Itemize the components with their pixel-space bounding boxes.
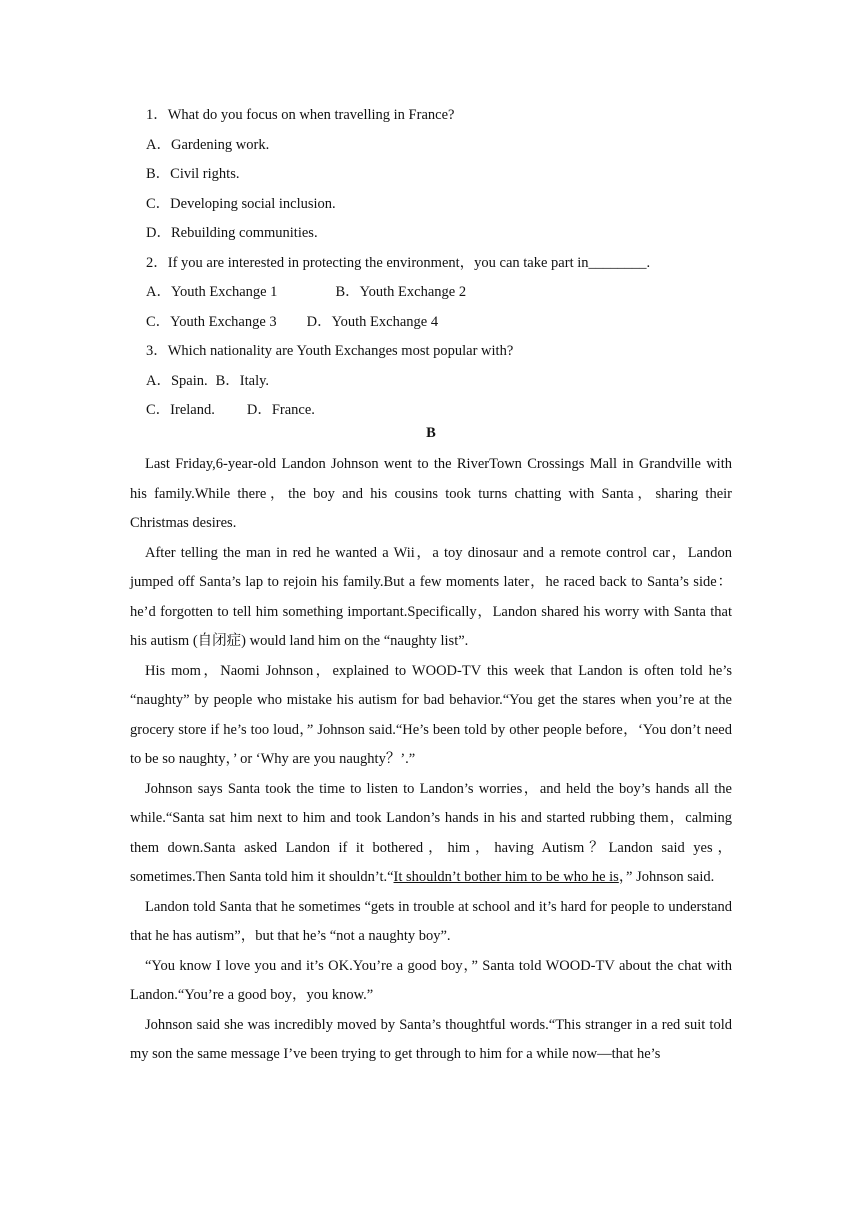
- paragraph: Johnson said she was incredibly moved by Santa’s thoughtful words.“This stranger in a red suit told my son the same message I’ve been trying to get through to him for a while now—that he’s: [130, 1016, 732, 1062]
- reading-passage: [130, 450, 732, 1070]
- section-title: B: [426, 425, 436, 441]
- question-3-option-a: A．Spain.: [146, 372, 208, 389]
- question-1-option-a: A．Gardening work.: [146, 136, 270, 153]
- paragraph: His mom，Naomi Johnson，explained to WOOD‐TV this week that Landon is often told he’s “naughty” by people who mistake his autism for bad behavior.“You get the stares when you’re at the grocery store if he’s too loud，” Johnson said.“He’s been told by other people before，‘You don’t need to be so naughty，’ or ‘Why are you naughty？’.”: [130, 662, 732, 767]
- question-1-stem: 1．What do you focus on when travelling in France?: [146, 107, 455, 123]
- question-2-option-d: D．Youth Exchange 4: [306, 313, 439, 330]
- question-3-option-b: B．Italy.: [215, 372, 270, 389]
- paragraph: Landon told Santa that he sometimes “gets in trouble at school and it’s hard for people to understand that he has autism”，but that he’s “not a naughty boy”.: [130, 898, 732, 944]
- question-2-options-row-2: [146, 308, 766, 338]
- question-2-option-c: C．Youth Exchange 3: [146, 313, 277, 330]
- question-3-option-c: C．Ireland.: [146, 402, 215, 418]
- question-3-options-row-1: [146, 367, 766, 397]
- question-block: [146, 101, 766, 426]
- question-1-option-b: B．Civil rights.: [146, 166, 240, 182]
- question-2-stem: 2．If you are interested in protecting the environment，you can take part in________.: [146, 254, 651, 271]
- question-3-option-d: D．France.: [246, 402, 315, 418]
- paragraph: “You know I love you and it’s OK.You’re a good boy，” Santa told WOOD‐TV about the chat with Landon.“You’re a good boy，you know.”: [130, 957, 732, 1003]
- question-1-option-c: C．Developing social inclusion.: [146, 195, 336, 212]
- paragraph-text: ，” Johnson said.: [618, 869, 715, 885]
- underlined-sentence: It shouldn’t bother him to be who he is: [393, 869, 619, 885]
- question-2-option-a: A．Youth Exchange 1: [146, 284, 278, 300]
- question-3-options-row-2: [146, 396, 766, 426]
- paragraph: Last Friday,6‐year‐old Landon Johnson went to the RiverTown Crossings Mall in Grandville with his family.While there，the boy and his cousins took turns chatting with Santa，sharing their Christmas desires.: [130, 456, 732, 531]
- paragraph-text: Johnson says Santa took the time to listen to Landon’s worries，and held the boy’s hands all the while.“Santa sat him next to him and took Landon’s hands in his and started rubbing them，calming them down.Santa asked Landon if it bothered，him，having Autism？Landon said yes，sometimes.Then Santa told him it shouldn’t.“: [130, 780, 732, 885]
- question-2-option-b: B．Youth Exchange 2: [335, 284, 467, 300]
- paragraph: After telling the man in red he wanted a Wii，a toy dinosaur and a remote control car，Landon jumped off Santa’s lap to rejoin his family.But a few moments later，he raced back to Santa’s side：he’d forgotten to tell him something important.Specifically，Landon shared his worry with Santa that his autism (自闭症) would land him on the “naughty list”.: [130, 544, 732, 649]
- question-3-stem: 3．Which nationality are Youth Exchanges most popular with?: [146, 343, 514, 359]
- question-1-option-d: D．Rebuilding communities.: [146, 225, 318, 241]
- paragraph-with-underline: [130, 775, 732, 893]
- question-2-options-row-1: [146, 278, 766, 308]
